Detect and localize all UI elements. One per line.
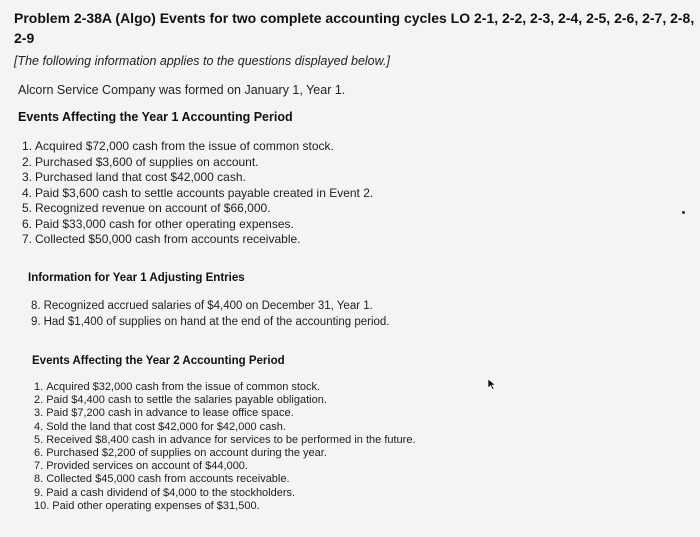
list-item — [34, 500, 416, 513]
item-number: 9. — [31, 316, 41, 328]
item-text: Collected $50,000 cash from accounts receivable. — [35, 232, 301, 246]
item-number: 5. — [22, 201, 33, 215]
item-text: Provided services on account of $44,000. — [46, 460, 248, 473]
item-number: 2. — [34, 394, 44, 407]
item-text: Purchased $3,600 of supplies on account. — [35, 154, 259, 169]
year2-events-heading: Events Affecting the Year 2 Accounting Period — [32, 355, 285, 367]
item-text: Acquired $32,000 cash from the issue of common stock. — [46, 381, 321, 393]
item-text: Had $1,400 of supplies on hand at the end of the accounting period. — [43, 316, 390, 328]
problem-title: Problem 2-38A (Algo) Events for two complete accounting cycles LO 2-1, 2-2, 2-3, 2-4, 2-5, 2-6, 2-7, 2-8, 2-9 — [14, 10, 695, 46]
list-item — [22, 217, 373, 233]
item-number: 7. — [22, 232, 33, 246]
list-item — [31, 298, 390, 314]
year1-events-heading: Events Affecting the Year 1 Accounting Period — [18, 110, 293, 124]
applies-note: [The following information applies to the questions displayed below.] — [14, 54, 390, 68]
item-number: 10. — [34, 499, 50, 512]
item-number: 1. — [22, 139, 33, 153]
list-item — [34, 394, 416, 407]
list-item — [22, 170, 373, 186]
item-text: Paid $33,000 cash for other operating expenses. — [35, 216, 294, 231]
item-text: Paid $7,200 cash in advance to lease office space. — [46, 407, 294, 420]
item-text: Acquired $72,000 cash from the issue of common stock. — [35, 139, 334, 153]
year1-adjusting-list — [31, 298, 390, 330]
item-number: 8. — [34, 473, 44, 486]
item-number: 3. — [22, 170, 33, 184]
list-item — [31, 314, 390, 330]
item-number: 6. — [22, 216, 33, 231]
list-item — [22, 232, 373, 248]
item-text: Recognized revenue on account of $66,000. — [35, 201, 271, 215]
item-text: Purchased $2,200 of supplies on account during the year. — [46, 447, 327, 460]
list-item — [34, 381, 416, 394]
item-number: 3. — [34, 407, 44, 420]
item-text: Sold the land that cost $42,000 for $42,000 cash. — [46, 420, 286, 433]
item-number: 5. — [34, 433, 44, 446]
item-number: 2. — [22, 154, 33, 169]
year1-events-list — [22, 139, 373, 248]
item-number: 1. — [34, 381, 44, 393]
item-text: Collected $45,000 cash from accounts receivable. — [46, 473, 290, 486]
item-text: Paid $4,400 cash to settle the salaries payable obligation. — [46, 394, 327, 407]
list-item — [34, 473, 416, 486]
list-item — [34, 407, 416, 420]
item-text: Paid $3,600 cash to settle accounts payable created in Event 2. — [35, 185, 374, 200]
item-text: Purchased land that cost $42,000 cash. — [35, 170, 246, 184]
stray-dot — [682, 211, 685, 214]
item-text: Paid a cash dividend of $4,000 to the stockholders. — [46, 486, 296, 499]
list-item — [34, 421, 416, 434]
list-item — [34, 460, 416, 473]
list-item — [22, 155, 373, 171]
list-item — [22, 186, 373, 202]
item-text: Received $8,400 cash in advance for services to be performed in the future. — [46, 433, 416, 446]
intro-text: Alcorn Service Company was formed on January 1, Year 1. — [18, 83, 346, 97]
list-item — [22, 139, 373, 155]
year2-events-list — [34, 381, 416, 513]
item-number: 9. — [34, 486, 44, 499]
item-text: Recognized accrued salaries of $4,400 on December 31, Year 1. — [43, 300, 373, 312]
mouse-pointer-icon — [487, 378, 497, 390]
item-text: Paid other operating expenses of $31,500. — [52, 499, 260, 512]
item-number: 6. — [34, 447, 44, 460]
item-number: 4. — [34, 420, 44, 433]
item-number: 4. — [22, 185, 33, 200]
year1-adjusting-heading: Information for Year 1 Adjusting Entries — [28, 272, 245, 284]
list-item — [34, 434, 416, 447]
list-item — [34, 487, 416, 500]
item-number: 8. — [31, 300, 41, 312]
list-item — [22, 201, 373, 217]
item-number: 7. — [34, 460, 44, 473]
list-item — [34, 447, 416, 460]
